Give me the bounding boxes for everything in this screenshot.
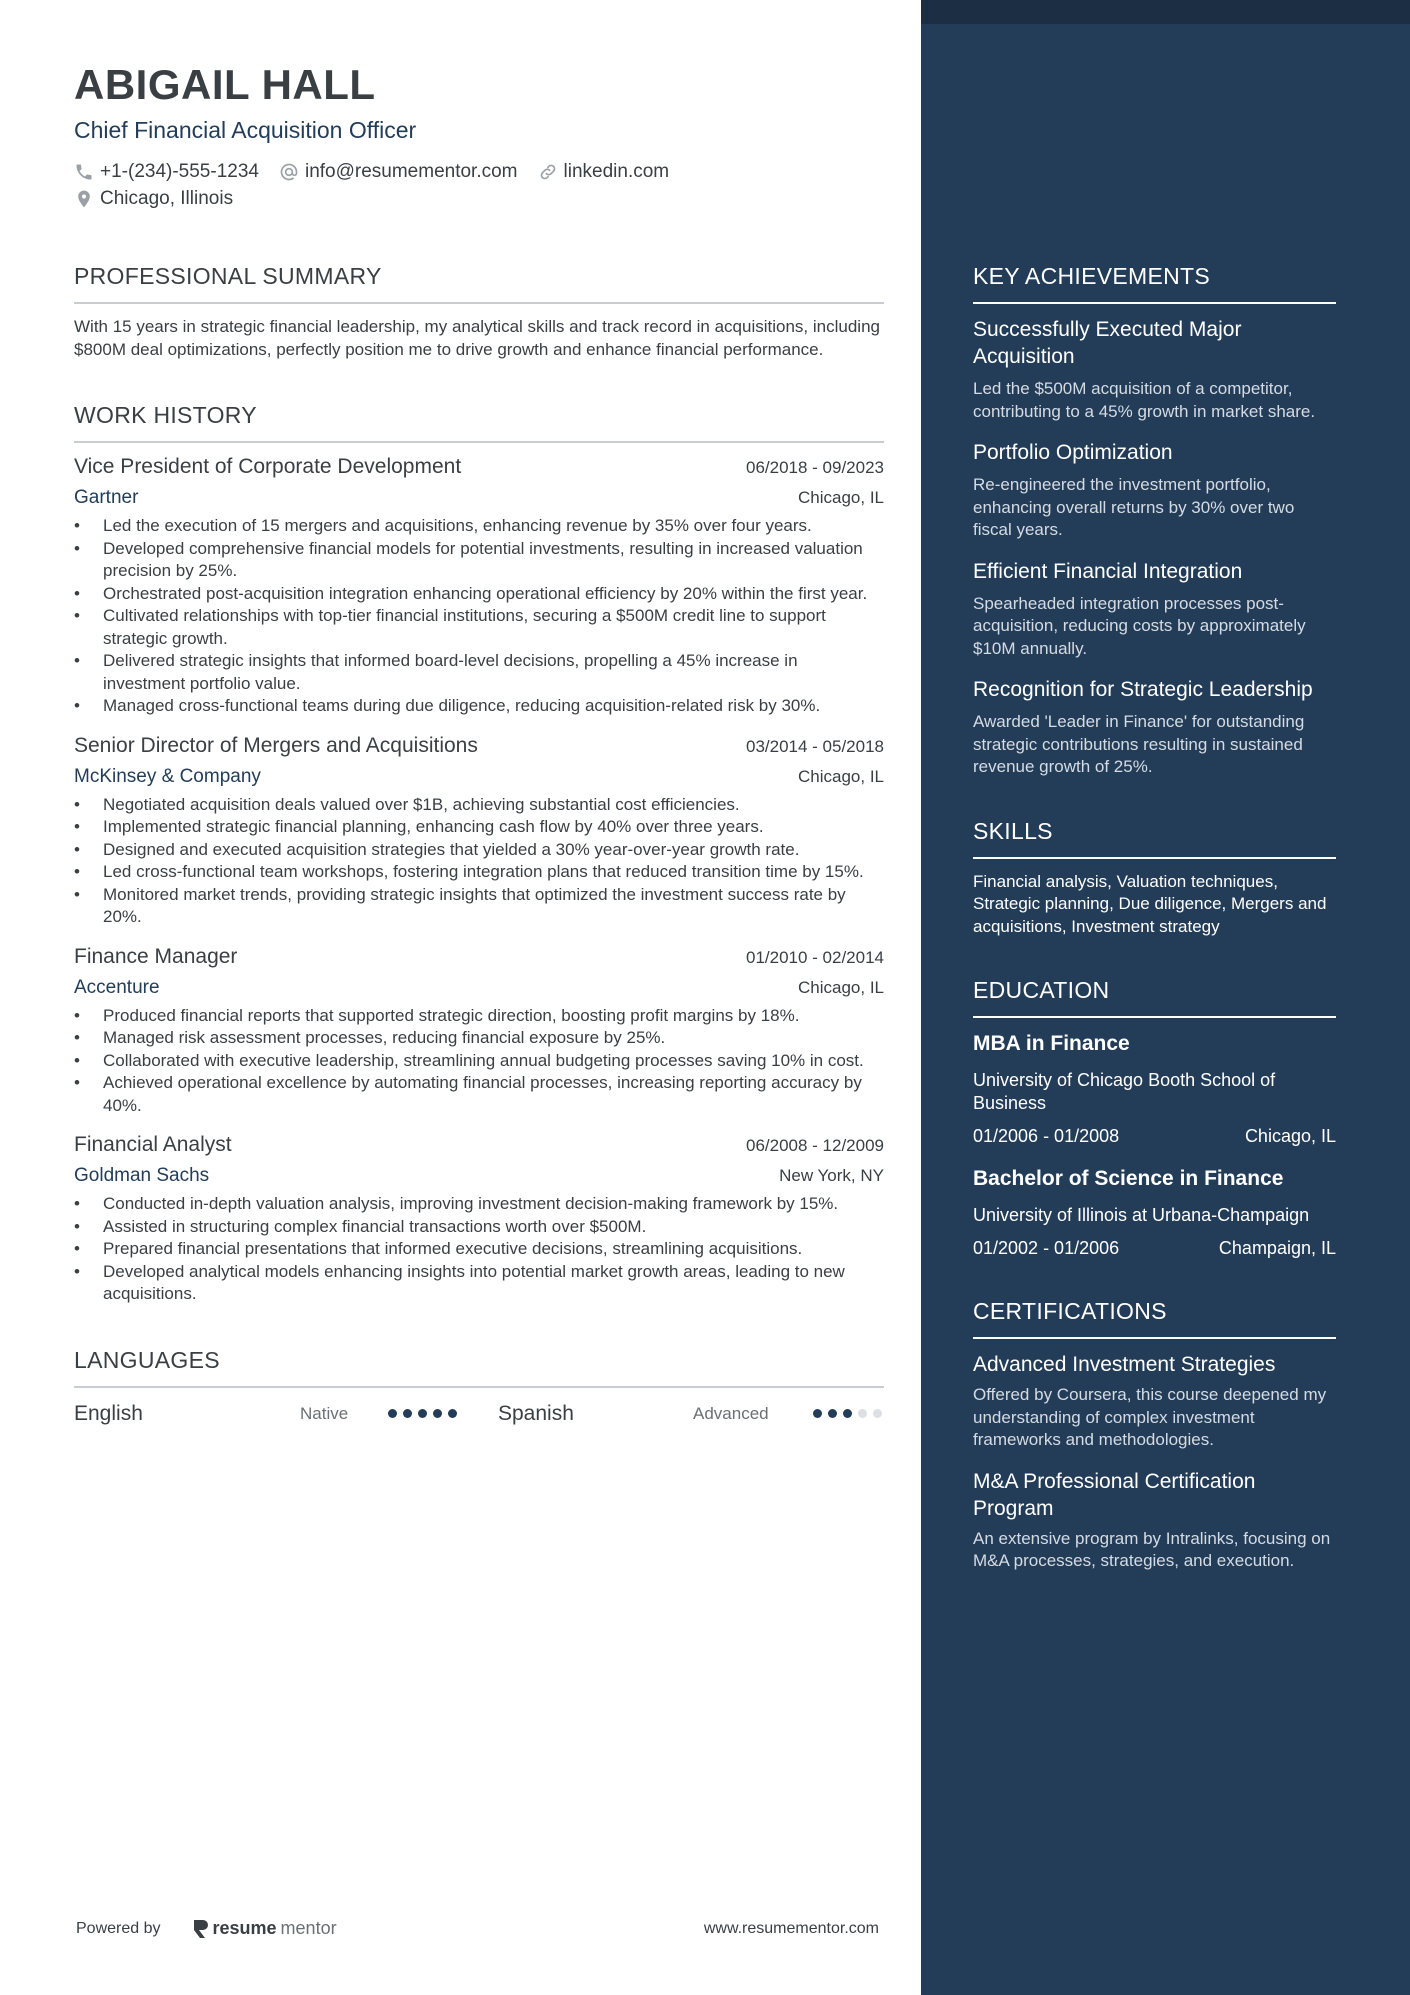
skills-section: [973, 817, 1336, 939]
achievement-desc: Awarded 'Leader in Finance' for outstanding strategic contributions resulting in sustained revenue growth of 25%.: [973, 712, 1305, 776]
job-company: McKinsey & Company: [74, 765, 261, 787]
achievement-item: [973, 439, 1336, 542]
contact-email[interactable]: [279, 158, 518, 185]
bullet-item: • Collaborated with executive leadership, streamlining annual budgeting processes saving 10% in cost.: [74, 1050, 884, 1073]
contact-info: [74, 158, 884, 212]
contact-phone: [74, 158, 259, 185]
work-section: [74, 401, 884, 1306]
certification-title: M&A Professional Certification Program: [973, 1469, 1256, 1520]
certifications-section: [973, 1297, 1336, 1573]
rating-dot: [418, 1409, 427, 1418]
education-heading: EDUCATION: [973, 976, 1336, 1018]
language-rating: [388, 1409, 498, 1418]
job-entry: [74, 732, 884, 929]
bullet-item: • Delivered strategic insights that informed board-level decisions, propelling a 45% increase in investment portfolio value.: [74, 650, 884, 695]
bullet-item: • Implemented strategic financial planning, enhancing cash flow by 40% over three years.: [74, 816, 884, 839]
achievement-title: Recognition for Strategic Leadership: [973, 678, 1313, 701]
achievement-title: Efficient Financial Integration: [973, 559, 1243, 583]
powered-by-label: Powered by: [76, 1919, 161, 1937]
achievement-desc: Re-engineered the investment portfolio, enhancing overall returns by 30% over two fiscal years.: [973, 475, 1295, 539]
at-icon: [279, 162, 299, 182]
bullet-item: • Achieved operational excellence by automating financial processes, increasing reporting accuracy by 40%.: [74, 1072, 884, 1117]
certification-item: [973, 1468, 1336, 1573]
skills-heading: SKILLS: [973, 817, 1336, 859]
certification-desc: An extensive program by Intralinks, focusing on M&A processes, strategies, and execution.: [973, 1528, 1331, 1570]
languages-heading: LANGUAGES: [74, 1346, 884, 1388]
bullet-item: • Designed and executed acquisition strategies that yielded a 30% year-over-year growth rate.: [74, 839, 884, 862]
job-role: Finance Manager: [74, 944, 238, 968]
work-heading: WORK HISTORY: [74, 401, 884, 443]
bullet-item: • Assisted in structuring complex financial transactions worth over $500M.: [74, 1216, 884, 1239]
education-school: University of Chicago Booth School of Business: [973, 1070, 1276, 1113]
phone-icon: [74, 162, 94, 182]
languages-row: [74, 1402, 884, 1426]
linkedin-text[interactable]: linkedin.com: [563, 161, 670, 182]
logo-text-bold: resume: [212, 1918, 277, 1938]
bullet-item: • Negotiated acquisition deals valued over $1B, achieving substantial cost efficiencies.: [74, 794, 884, 817]
bullet-item: • Produced financial reports that supported strategic direction, boosting profit margins by 18%.: [74, 1005, 884, 1028]
achievements-heading: KEY ACHIEVEMENTS: [973, 262, 1336, 304]
certification-item: [973, 1351, 1336, 1452]
rating-dot: [843, 1409, 852, 1418]
job-company: Goldman Sachs: [74, 1165, 210, 1186]
logo-text-light: mentor: [280, 1918, 337, 1938]
summary-heading: PROFESSIONAL SUMMARY: [74, 262, 884, 304]
achievement-desc: Led the $500M acquisition of a competitor, contributing to a 45% growth in market share.: [973, 379, 1316, 421]
bullet-item: • Cultivated relationships with top-tier financial institutions, securing a $500M credit line to support strategic growth.: [74, 605, 884, 650]
bullet-item: • Conducted in-depth valuation analysis, improving investment decision-making framework by 15%.: [74, 1193, 884, 1216]
location-pin-icon: [74, 189, 94, 209]
language-name: English: [74, 1401, 143, 1425]
language-rating: [813, 1409, 882, 1418]
bullet-item: • Managed cross-functional teams during due diligence, reducing acquisition-related risk by 30%.: [74, 695, 884, 718]
location-text: Chicago, Illinois: [100, 188, 234, 209]
job-role: Senior Director of Mergers and Acquisitions: [74, 733, 478, 757]
phone-text: +1-(234)-555-1234: [100, 161, 259, 182]
rating-dot: [813, 1409, 822, 1418]
sidebar-top-bar: [921, 0, 1410, 24]
job-dates: 03/2014 - 05/2018: [745, 736, 884, 756]
education-section: [973, 976, 1336, 1259]
bullet-item: • Developed comprehensive financial models for potential investments, resulting in increased valuation precision by 25%.: [74, 538, 884, 583]
achievement-item: [973, 316, 1336, 423]
job-role: Financial Analyst: [74, 1133, 232, 1156]
summary-section: [74, 262, 884, 361]
bullet-item: • Led cross-functional team workshops, fostering integration plans that reduced transition time by 15%.: [74, 861, 884, 884]
job-bullets: [74, 515, 884, 718]
rating-dot: [858, 1409, 867, 1418]
resumementor-logo-icon: [191, 1919, 209, 1939]
resumementor-logo[interactable]: [191, 1918, 337, 1939]
main-column: [74, 60, 884, 1426]
job-role: Vice President of Corporate Development: [74, 455, 462, 478]
job-location: New York, NY: [779, 1166, 884, 1185]
rating-dot: [388, 1409, 397, 1418]
language-level: Advanced: [693, 1403, 769, 1423]
footer: [76, 1918, 879, 1939]
bullet-item: • Led the execution of 15 mergers and acquisitions, enhancing revenue by 35% over four years.: [74, 515, 884, 538]
job-entry: [74, 453, 884, 718]
achievements-section: [973, 262, 1336, 779]
job-dates: 06/2008 - 12/2009: [745, 1136, 884, 1155]
job-location: Chicago, IL: [798, 766, 884, 786]
job-entry: [74, 943, 884, 1118]
education-dates: 01/2002 - 01/2006: [973, 1238, 1120, 1258]
job-bullets: [74, 1193, 884, 1306]
footer-website[interactable]: www.resumementor.com: [703, 1919, 879, 1937]
achievement-title: Portfolio Optimization: [973, 441, 1173, 464]
skills-text: Financial analysis, Valuation techniques, Strategic planning, Due diligence, Mergers and acquisitions, Investment strategy: [973, 871, 1327, 936]
job-dates: 06/2018 - 09/2023: [745, 458, 884, 477]
powered-by: [76, 1918, 337, 1939]
certification-title: Advanced Investment Strategies: [973, 1353, 1276, 1376]
job-location: Chicago, IL: [798, 977, 884, 997]
job-company: Accenture: [74, 976, 160, 998]
certifications-heading: CERTIFICATIONS: [973, 1297, 1336, 1339]
contact-linkedin[interactable]: [538, 158, 670, 185]
link-icon: [538, 162, 558, 182]
certification-desc: Offered by Coursera, this course deepened my understanding of complex investment frameworks and methodologies.: [973, 1385, 1327, 1449]
bullet-item: • Monitored market trends, providing strategic insights that optimized the investment success rate by 20%.: [74, 884, 884, 929]
job-location: Chicago, IL: [798, 488, 884, 507]
job-company: Gartner: [74, 487, 139, 508]
education-dates: 01/2006 - 01/2008: [973, 1126, 1120, 1146]
achievement-item: [973, 676, 1336, 779]
education-degree: Bachelor of Science in Finance: [973, 1167, 1284, 1190]
bullet-item: • Orchestrated post-acquisition integration enhancing operational efficiency by 20% within the first year.: [74, 583, 884, 606]
rating-dot: [828, 1409, 837, 1418]
achievement-desc: Spearheaded integration processes post-acquisition, reducing costs by approximately $10M annually.: [973, 593, 1306, 658]
contact-location: [74, 185, 233, 212]
email-text[interactable]: info@resumementor.com: [304, 161, 518, 182]
education-degree: MBA in Finance: [973, 1032, 1130, 1055]
education-school: University of Illinois at Urbana-Champaign: [973, 1205, 1310, 1225]
education-item: [973, 1030, 1336, 1147]
bullet-item: • Managed risk assessment processes, reducing financial exposure by 25%.: [74, 1027, 884, 1050]
job-entry: [74, 1131, 884, 1306]
achievement-title: Successfully Executed Major Acquisition: [973, 318, 1242, 368]
rating-dot: [873, 1409, 882, 1418]
language-name: Spanish: [498, 1401, 574, 1425]
summary-text: With 15 years in strategic financial leadership, my analytical skills and track record in acquisitions, including $800M deal optimizations, perfectly position me to drive growth and enhance financial performance.: [74, 317, 880, 359]
education-location: Chicago, IL: [1244, 1126, 1336, 1146]
education-location: Champaign, IL: [1218, 1238, 1336, 1258]
candidate-name: ABIGAIL HALL: [74, 61, 376, 108]
bullet-item: • Developed analytical models enhancing insights into potential market growth areas, leading to new acquisitions.: [74, 1261, 884, 1306]
rating-dot: [403, 1409, 412, 1418]
achievement-item: [973, 558, 1336, 661]
rating-dot: [448, 1409, 457, 1418]
job-bullets: [74, 1005, 884, 1118]
languages-section: [74, 1346, 884, 1426]
job-bullets: [74, 794, 884, 929]
language-level: Native: [300, 1403, 349, 1423]
job-dates: 01/2010 - 02/2014: [745, 947, 884, 967]
education-item: [973, 1165, 1336, 1259]
rating-dot: [433, 1409, 442, 1418]
candidate-title: Chief Financial Acquisition Officer: [74, 117, 417, 143]
bullet-item: • Prepared financial presentations that informed executive decisions, streamlining acquisitions.: [74, 1238, 884, 1261]
sidebar: [973, 262, 1336, 1573]
